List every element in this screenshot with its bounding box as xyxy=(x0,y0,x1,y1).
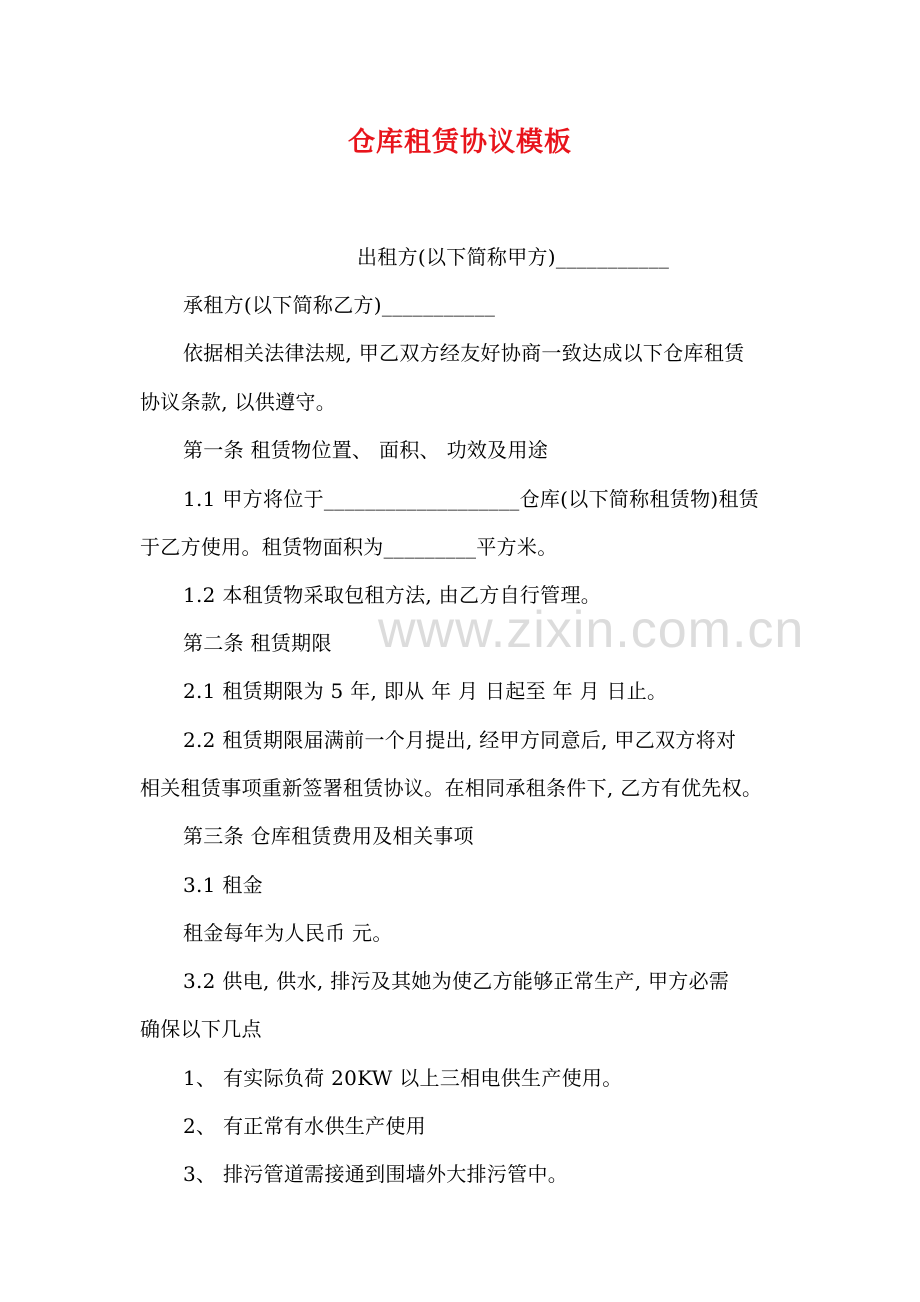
preamble-line-2: 协议条款, 以供遵守。 xyxy=(140,390,337,414)
clause-2-2-line-1: 2.2 租赁期限届满前一个月提出, 经甲方同意后, 甲乙双方将对 xyxy=(183,728,737,752)
watermark: www.zixin.com.cn xyxy=(378,601,805,659)
list-item-1: 1、 有实际负荷 20KW 以上三相电供生产使用。 xyxy=(183,1066,623,1090)
clause-3-2-line-1: 3.2 供电, 供水, 排污及其她为使乙方能够正常生产, 甲方必需 xyxy=(183,969,730,993)
clause-1-2: 1.2 本租赁物采取包租方法, 由乙方自行管理。 xyxy=(183,583,602,607)
preamble-line-1: 依据相关法律法规, 甲乙双方经友好协商一致达成以下仓库租赁 xyxy=(183,341,745,365)
list-item-2: 2、 有正常有水供生产使用 xyxy=(183,1114,426,1138)
clause-1-1-line-2: 于乙方使用。租赁物面积为_________平方米。 xyxy=(140,535,558,559)
clause-2-2-line-2: 相关租赁事项重新签署租赁协议。在相同承租条件下, 乙方有优先权。 xyxy=(140,776,763,800)
lessor-line: 出租方(以下简称甲方)___________ xyxy=(357,245,670,269)
article-1-heading: 第一条 租赁物位置、 面积、 功效及用途 xyxy=(183,438,549,462)
clause-3-1-heading: 3.1 租金 xyxy=(183,873,263,897)
list-item-3: 3、 排污管道需接通到围墙外大排污管中。 xyxy=(183,1162,569,1186)
clause-3-2-line-2: 确保以下几点 xyxy=(140,1017,262,1041)
clause-3-1-rent: 租金每年为人民币 元。 xyxy=(183,921,393,945)
article-3-heading: 第三条 仓库租赁费用及相关事项 xyxy=(183,824,474,848)
clause-2-1: 2.1 租赁期限为 5 年, 即从 年 月 日起至 年 月 日止。 xyxy=(183,679,668,703)
clause-1-1-line-1: 1.1 甲方将位于___________________仓库(以下简称租赁物)租赁 xyxy=(183,487,760,511)
article-2-heading: 第二条 租赁期限 xyxy=(183,631,332,655)
document-title: 仓库租赁协议模板 xyxy=(348,127,572,158)
lessee-line: 承租方(以下简称乙方)___________ xyxy=(183,293,496,317)
